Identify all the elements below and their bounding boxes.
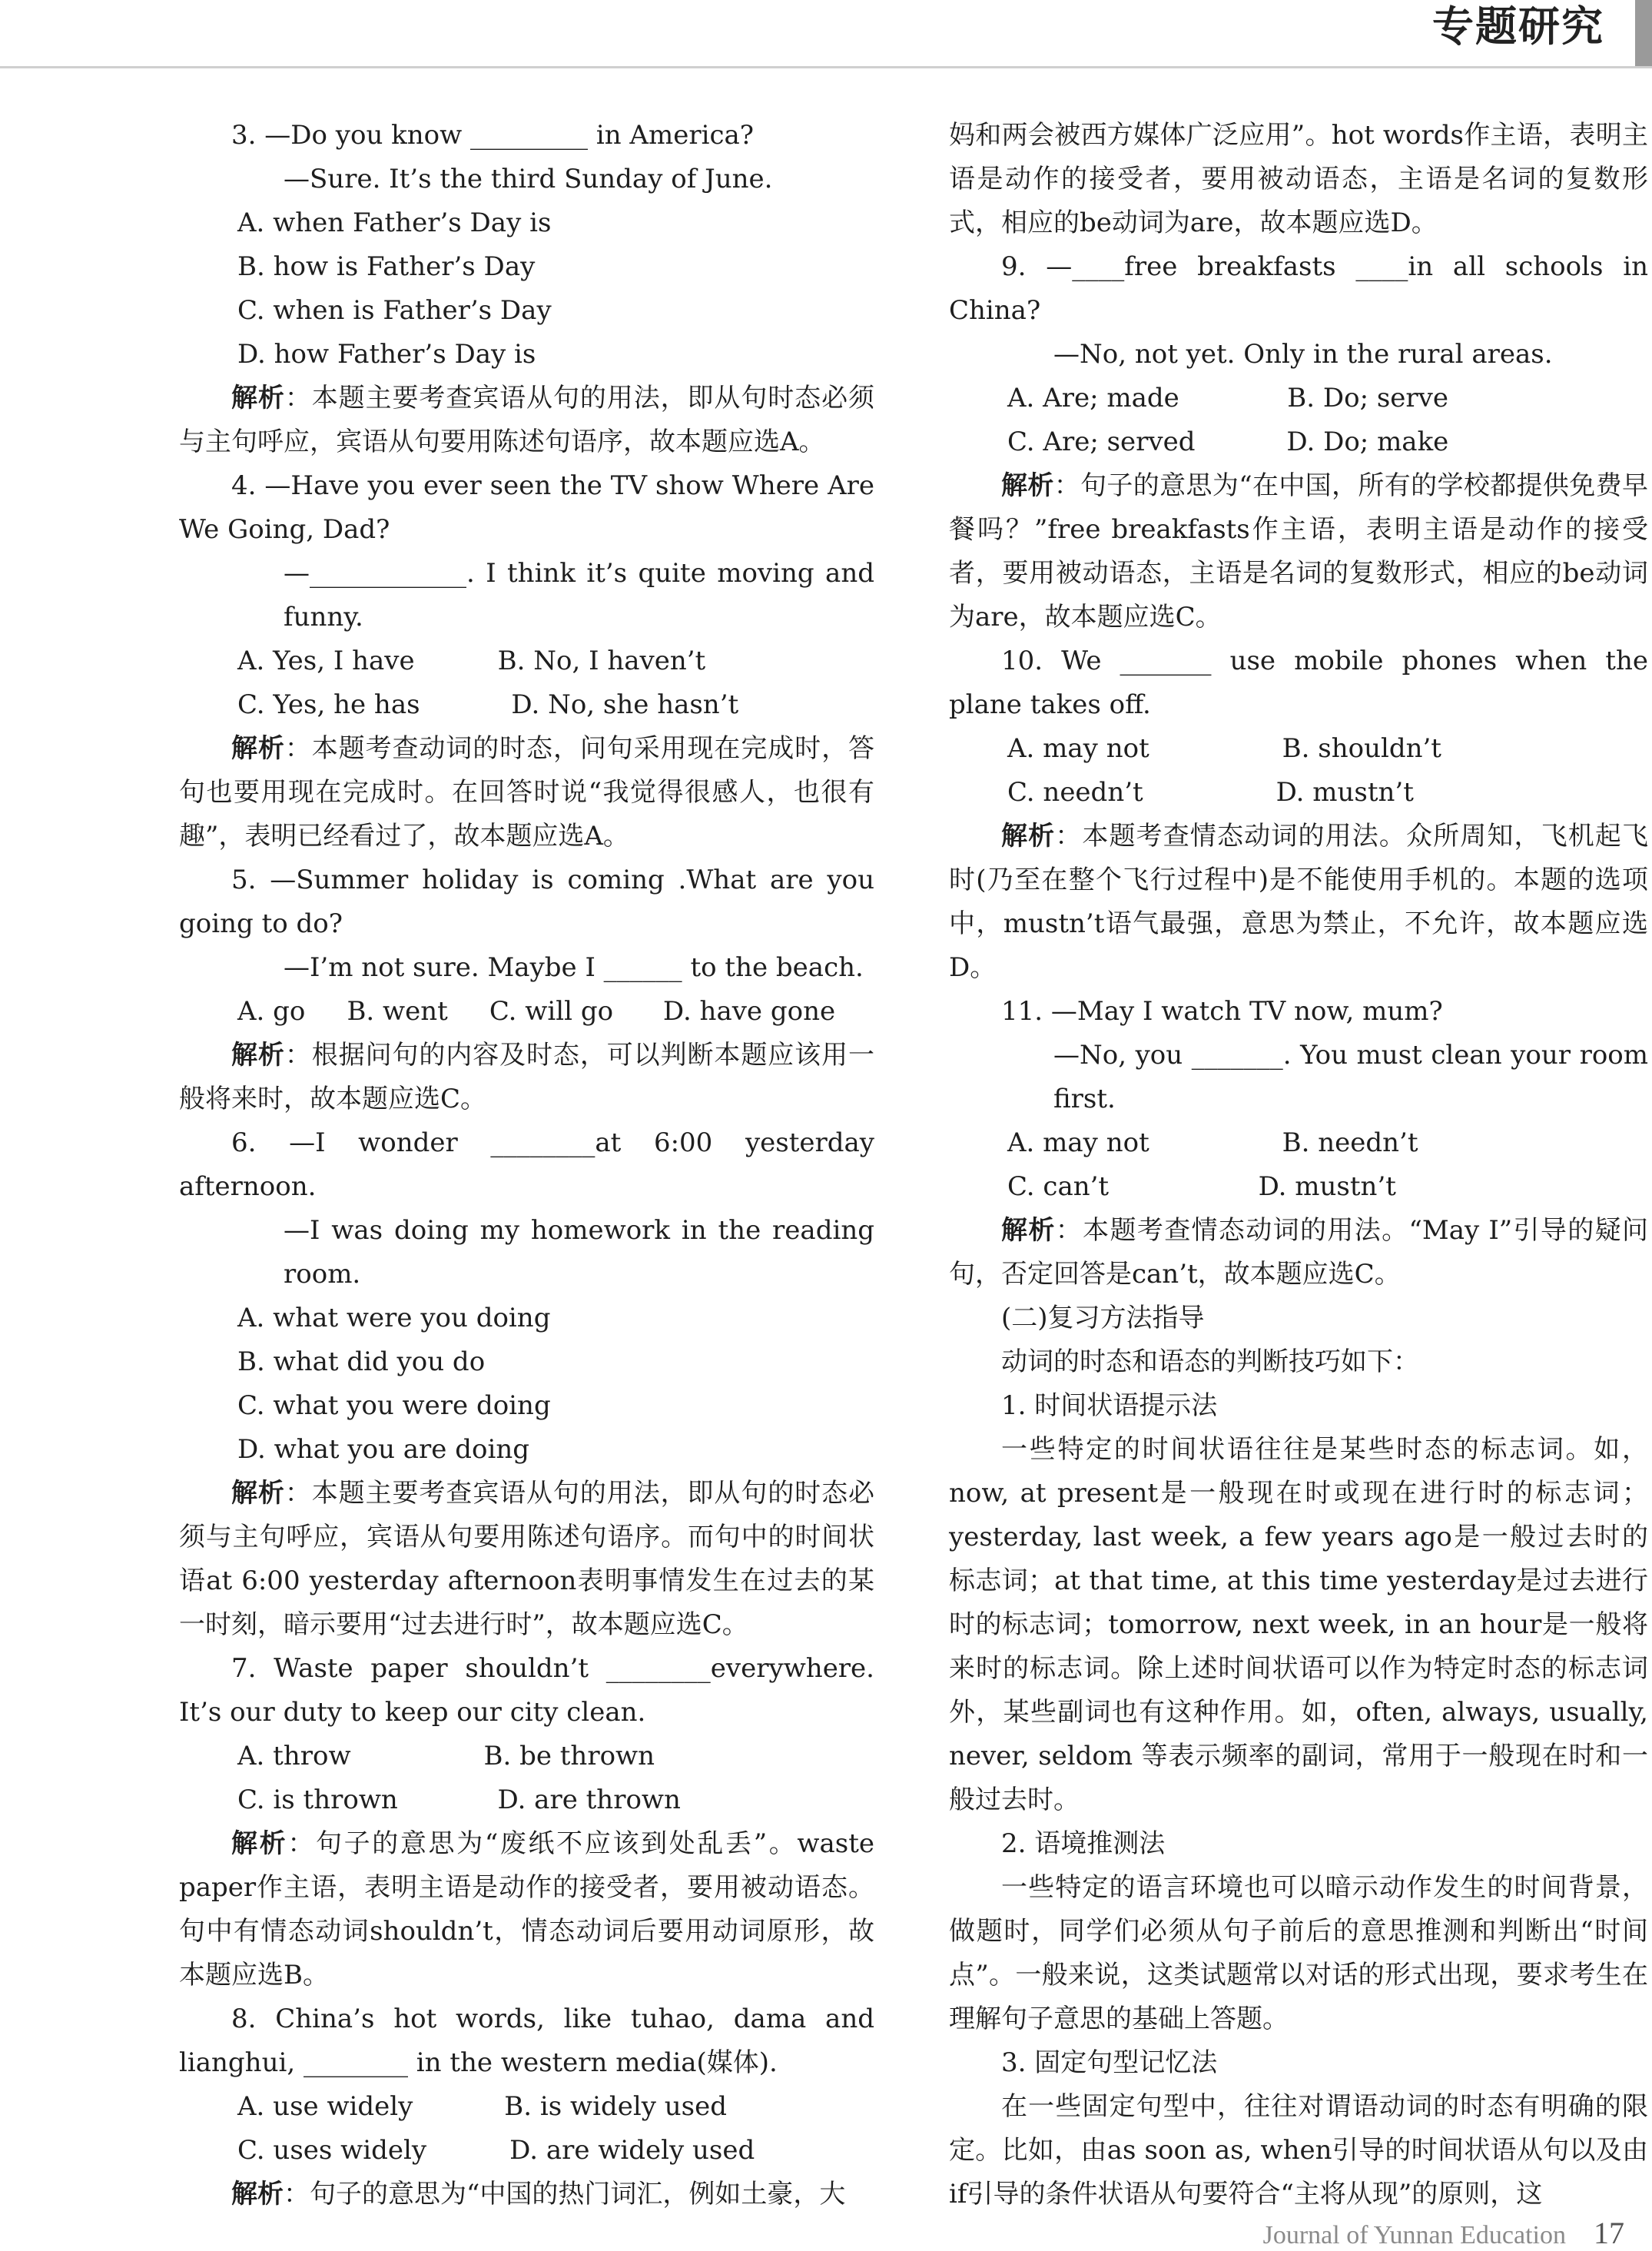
answer-options [179, 990, 874, 1034]
journal-name: Journal of Yunnan Education [1262, 2221, 1566, 2249]
paragraph-text: 2. 语境推测法 [1001, 1828, 1166, 1859]
paragraph-text: 妈和两会被西方媒体广泛应用”。hot words作主语，表明主语是动作的接受者，要用被动语态，主语是名词的复数形式，相应的be动词为are，故本题应选D。 [949, 120, 1648, 238]
paragraph-text: —No, not yet. Only in the rural areas. [1053, 339, 1553, 370]
answer-options [179, 1340, 874, 1384]
paragraph-text: ：本题考查情态动词的用法。众所周知，飞机起飞时(乃至在整个飞行过程中)是不能使用手机的。本题的选项中，mustn’t语气最强，意思为禁止，不允许，故本题应选D。 [949, 821, 1649, 983]
text-line [949, 2041, 1648, 2085]
paragraph-text: A. use widely B. is widely used [237, 2091, 727, 2122]
paragraph-text: ：句子的意思为“废纸不应该到处乱丢”。waste paper作主语，表明主语是动作的接受者，要用被动语态。句中有情态动词shouldn’t，情态动词后要用动词原形，故本题应选B。 [179, 1828, 875, 1990]
paragraph-text: 一些特定的时间状语往往是某些时态的标志词。如，now, at present是一般现在时或现在进行时的标志词；yesterday, last week, a few years ago是一般过去时的标志词；at that time, at this time yesterday是过去进行时的标志词；tomorrow, next week, in an hour是一般将来时的标志词。除上述时间状语可以作为特定时态的标志词外，某些副词也有这种作用。如，often, always, usually, never, seldom 等表示频率的副词，常用于一般现在时和一般过去时。 [949, 1434, 1648, 1815]
text-line [949, 1340, 1648, 1384]
answer-options [179, 1778, 874, 1822]
paragraph-text: C. is thrown D. are thrown [237, 1785, 681, 1815]
text-line [949, 1822, 1648, 1866]
section-title: 专题研究 [1432, 2, 1604, 51]
answer-options [179, 1384, 874, 1428]
analysis-label: 解析 [1001, 470, 1054, 501]
analysis-label: 解析 [231, 1040, 285, 1071]
text-line [179, 1121, 874, 1209]
paragraph-text: —I’m not sure. Maybe I ______ to the beach. [284, 952, 864, 983]
paragraph-text: C. what you were doing [237, 1390, 551, 1421]
paragraph-text: C. Are; served D. Do; make [1007, 427, 1449, 457]
paragraph-text: 7. Waste paper shouldn’t ________everywhere. It’s our duty to keep our city clean. [179, 1653, 874, 1728]
paragraph-text: B. how is Father’s Day [237, 251, 536, 282]
paragraph-text: (二)复习方法指导 [1001, 1303, 1205, 1333]
analysis-paragraph [179, 377, 874, 464]
text-line [179, 158, 874, 201]
paragraph-text: D. what you are doing [237, 1434, 530, 1465]
analysis-paragraph [179, 1822, 874, 1997]
paragraph-text: C. uses widely D. are widely used [237, 2135, 755, 2166]
paragraph-text: A. when Father’s Day is [237, 208, 552, 238]
text-line [949, 1428, 1648, 1822]
answer-options [179, 245, 874, 289]
answer-options [179, 1735, 874, 1778]
paragraph-text: 10. We _______ use mobile phones when the plane takes off. [949, 646, 1648, 720]
text-line [949, 245, 1648, 333]
answer-options [949, 1121, 1648, 1165]
answer-options [179, 333, 874, 377]
paragraph-text: 9. —____free breakfasts ____in all schools in China? [949, 251, 1648, 326]
left-column [179, 114, 874, 2216]
paragraph-text: 4. —Have you ever seen the TV show Where Are We Going, Dad? [179, 470, 874, 545]
text-line [949, 2085, 1648, 2216]
paragraph-text: A. Yes, I have B. No, I haven’t [237, 646, 706, 676]
paragraph-text: —No, you _______. You must clean your room first. [1053, 1040, 1648, 1114]
paragraph-text: C. can’t D. mustn’t [1007, 1171, 1396, 1202]
paragraph-text: 5. —Summer holiday is coming .What are you going to do? [179, 865, 874, 939]
paragraph-text: 3. 固定句型记忆法 [1001, 2047, 1218, 2078]
text-line [949, 1384, 1648, 1428]
answer-options [179, 289, 874, 333]
answer-options [949, 727, 1648, 771]
paragraph-text: 一些特定的语言环境也可以暗示动作发生的时间背景，做题时，同学们必须从句子前后的意思推测和判断出“时间点”。一般来说，这类试题常以对话的形式出现，要求考生在理解句子意思的基础上答题。 [949, 1872, 1648, 2034]
analysis-label: 解析 [231, 1478, 285, 1509]
text-line [179, 552, 874, 639]
text-line [179, 114, 874, 158]
analysis-paragraph [179, 1472, 874, 1647]
paragraph-text: A. throw B. be thrown [237, 1741, 655, 1771]
analysis-paragraph [949, 464, 1648, 639]
paragraph-text: A. go B. went C. will go D. have gone [237, 996, 836, 1027]
text-line [949, 1034, 1648, 1121]
paragraph-text: ：本题主要考查宾语从句的用法，即从句时态必须与主句呼应，宾语从句要用陈述句语序，故本题应选A。 [179, 383, 875, 457]
text-line [179, 464, 874, 552]
text-line [949, 1296, 1648, 1340]
paragraph-text: B. what did you do [237, 1346, 486, 1377]
answer-options [949, 771, 1648, 815]
paragraph-text: 1. 时间状语提示法 [1001, 1390, 1218, 1421]
text-line [179, 1997, 874, 2085]
analysis-paragraph [949, 815, 1648, 990]
paragraph-text: —I was doing my homework in the reading room. [284, 1215, 874, 1290]
paragraph-text: D. how Father’s Day is [237, 339, 536, 370]
paragraph-text: ：本题考查情态动词的用法。“May I”引导的疑问句，否定回答是can’t，故本题应选C。 [949, 1215, 1648, 1290]
analysis-label: 解析 [231, 1828, 288, 1859]
paragraph-text: —____________. I think it’s quite moving and funny. [284, 558, 874, 632]
page-footer [1263, 2215, 1624, 2251]
text-line [179, 1647, 874, 1735]
text-line [949, 114, 1648, 245]
paragraph-text: A. Are; made B. Do; serve [1007, 383, 1448, 413]
text-line [949, 333, 1648, 377]
paragraph-text: C. Yes, he has D. No, she hasn’t [237, 689, 739, 720]
answer-options [949, 377, 1648, 420]
text-line [179, 1209, 874, 1296]
answer-options [949, 1165, 1648, 1209]
text-line [949, 639, 1648, 727]
paragraph-text: 11. —May I watch TV now, mum? [1001, 996, 1443, 1027]
analysis-paragraph [949, 1209, 1648, 1296]
analysis-paragraph [179, 2173, 874, 2216]
answer-options [179, 2129, 874, 2173]
analysis-label: 解析 [1001, 1215, 1056, 1246]
paragraph-text: A. what were you doing [237, 1303, 551, 1333]
paragraph-text: 8. China’s hot words, like tuhao, dama and lianghui, ________ in the western media(媒体). [179, 2004, 874, 2078]
analysis-label: 解析 [231, 383, 285, 413]
text-line [179, 946, 874, 990]
text-line [949, 1866, 1648, 2041]
answer-options [179, 201, 874, 245]
right-column [949, 114, 1648, 2216]
paragraph-text: ：本题考查动词的时态，问句采用现在完成时，答句也要用现在完成时。在回答时说“我觉得很感人，也很有趣”，表明已经看过了，故本题应选A。 [179, 733, 875, 852]
paragraph-text: A. may not B. shouldn’t [1007, 733, 1441, 764]
paragraph-text: —Sure. It’s the third Sunday of June. [284, 164, 773, 194]
analysis-label: 解析 [231, 2179, 284, 2209]
answer-options [179, 2085, 874, 2129]
paragraph-text: 6. —I wonder ________at 6:00 yesterday afternoon. [179, 1127, 874, 1202]
header-divider [0, 66, 1652, 68]
answer-options [179, 1428, 874, 1472]
text-line [949, 990, 1648, 1034]
analysis-paragraph [179, 727, 874, 858]
paragraph-text: ：根据问句的内容及时态，可以判断本题应该用一般将来时，故本题应选C。 [179, 1040, 875, 1114]
analysis-label: 解析 [231, 733, 285, 764]
page-number: 17 [1594, 2216, 1624, 2250]
answer-options [179, 1296, 874, 1340]
paragraph-text: ：句子的意思为“在中国，所有的学校都提供免费早餐吗？”free breakfasts作主语，表明主语是动作的接受者，要用被动语态，主语是名词的复数形式，相应的be动词为are，故本题应选C。 [949, 470, 1648, 632]
paragraph-text: 在一些固定句型中，往往对谓语动词的时态有明确的限定。比如，由as soon as, when引导的时间状语从句以及由if引导的条件状语从句要符合“主将从现”的原则，这 [949, 2091, 1648, 2209]
paragraph-text: ：本题主要考查宾语从句的用法，即从句的时态必须与主句呼应，宾语从句要用陈述句语序。而句中的时间状语at 6:00 yesterday afternoon表明事情发生在过去的某一时刻，暗示要用“过去进行时”，故本题应选C。 [179, 1478, 875, 1640]
paragraph-text: ：句子的意思为“中国的热门词汇，例如土豪，大 [284, 2179, 846, 2209]
answer-options [179, 639, 874, 683]
text-line [179, 858, 874, 946]
paragraph-text: C. needn’t D. mustn’t [1007, 777, 1414, 808]
header-accent-bar [1635, 0, 1652, 68]
paragraph-text: A. may not B. needn’t [1007, 1127, 1418, 1158]
analysis-label: 解析 [1001, 821, 1056, 852]
paragraph-text: 3. —Do you know _________ in America? [231, 120, 755, 151]
analysis-paragraph [179, 1034, 874, 1121]
answer-options [179, 683, 874, 727]
answer-options [949, 420, 1648, 464]
paragraph-text: 动词的时态和语态的判断技巧如下： [1001, 1346, 1419, 1377]
paragraph-text: C. when is Father’s Day [237, 295, 552, 326]
